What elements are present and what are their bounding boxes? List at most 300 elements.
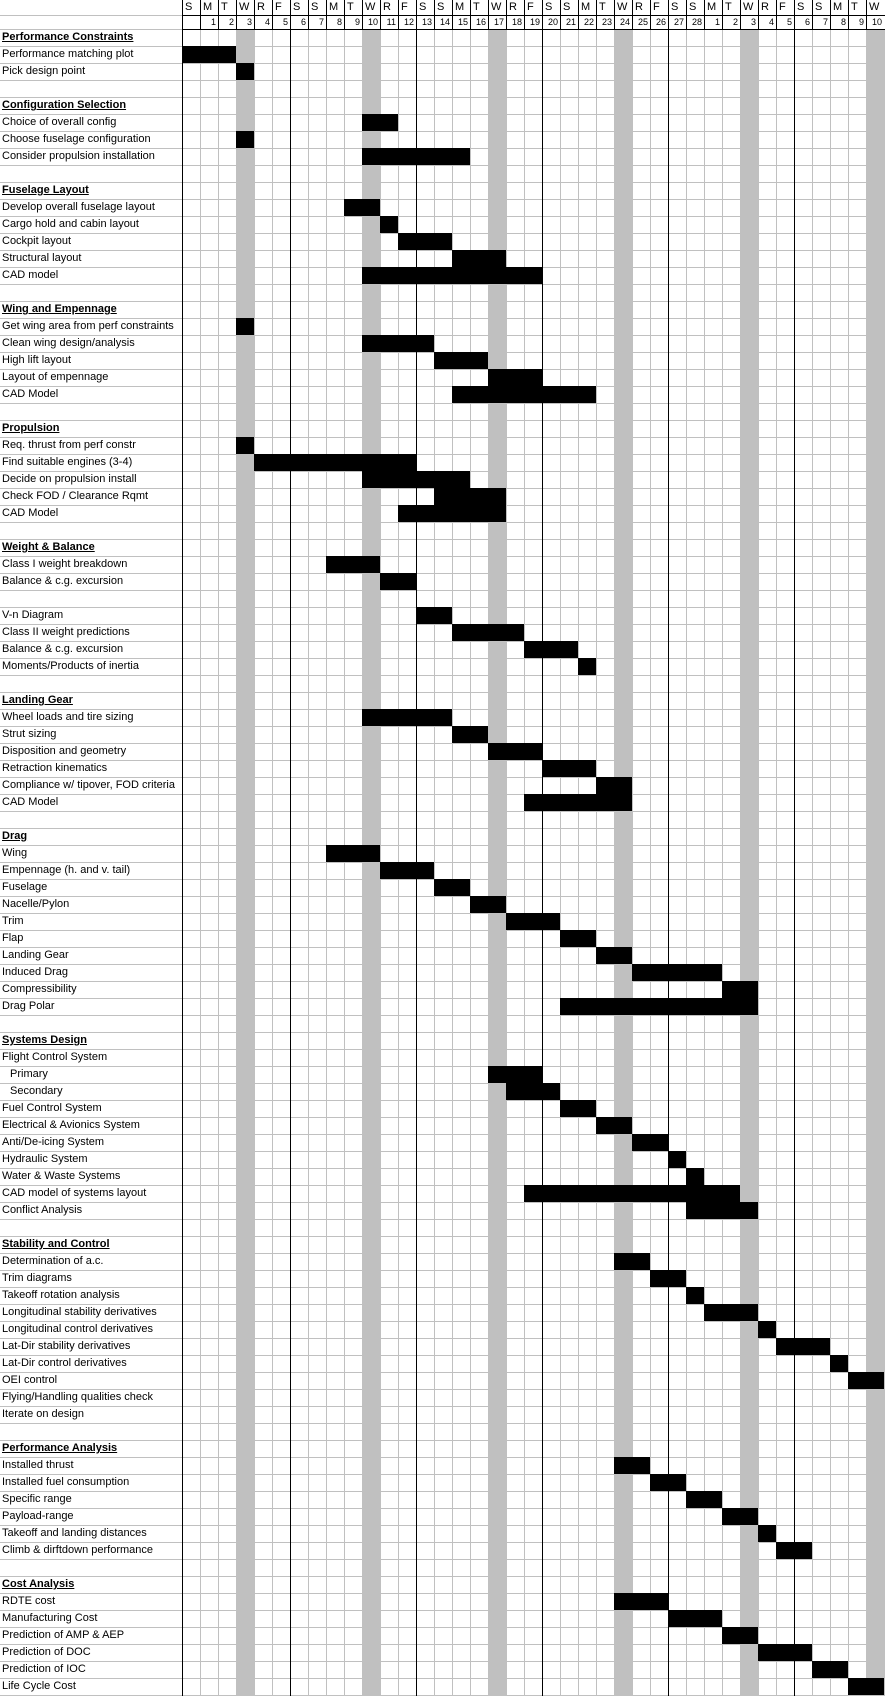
grid-column-line xyxy=(758,30,759,1696)
task-bar xyxy=(686,1202,758,1219)
task-bar xyxy=(452,624,524,641)
task-label: Check FOD / Clearance Rqmt xyxy=(2,490,149,502)
day-letter: R xyxy=(254,0,272,15)
task-bar xyxy=(650,1474,686,1491)
grid-row-line xyxy=(182,947,885,948)
task-bar xyxy=(758,1321,776,1338)
grid-column-line xyxy=(704,30,705,1696)
grid-row-line xyxy=(182,301,885,302)
grid-row-line xyxy=(182,1015,885,1016)
grid-column-line xyxy=(272,30,273,1696)
grid-row-line xyxy=(182,709,885,710)
task-bar xyxy=(182,46,236,63)
task-label: Lat-Dir control derivatives xyxy=(2,1357,127,1369)
task-label: Compressibility xyxy=(2,983,77,995)
grid-column-line xyxy=(308,30,309,1696)
task-label: Empennage (h. and v. tail) xyxy=(2,864,131,876)
section-heading: Stability and Control xyxy=(2,1238,110,1250)
week-separator-line xyxy=(542,30,543,1696)
grid-row-line xyxy=(182,1219,885,1220)
task-label: Prediction of IOC xyxy=(2,1663,86,1675)
day-letter: W xyxy=(236,0,254,15)
day-date: 8 xyxy=(830,15,848,30)
grid-row-line xyxy=(182,1117,885,1118)
section-heading: Drag xyxy=(2,830,28,842)
task-bar xyxy=(560,930,596,947)
task-bar xyxy=(398,505,506,522)
task-bar xyxy=(362,267,542,284)
grid-row-line xyxy=(182,1423,885,1424)
day-date: 3 xyxy=(236,15,254,30)
grid-row-line xyxy=(182,1355,885,1356)
grid-row-line xyxy=(182,471,885,472)
blank-row xyxy=(2,522,180,539)
grid-row-line xyxy=(182,964,885,965)
task-bar xyxy=(326,556,380,573)
task-bar xyxy=(668,1610,722,1627)
task-label: Trim diagrams xyxy=(2,1272,72,1284)
section-heading: Wing and Empennage xyxy=(2,303,117,315)
task-bar xyxy=(722,1508,758,1525)
header-bottom-line xyxy=(182,29,885,30)
header-label-line xyxy=(0,15,182,16)
day-letter: M xyxy=(452,0,470,15)
day-letter: R xyxy=(758,0,776,15)
day-date: 27 xyxy=(668,15,686,30)
day-letter: M xyxy=(578,0,596,15)
grid-row-line xyxy=(182,590,885,591)
task-bar xyxy=(596,947,632,964)
section-heading: Propulsion xyxy=(2,422,60,434)
day-date: 12 xyxy=(398,15,416,30)
day-date: 15 xyxy=(452,15,470,30)
grid-row-line xyxy=(182,318,885,319)
day-letter: S xyxy=(812,0,830,15)
task-label: Pick design point xyxy=(2,65,86,77)
grid-row-line xyxy=(182,539,885,540)
section-heading: Performance Analysis xyxy=(2,1442,118,1454)
task-bar xyxy=(650,1270,686,1287)
task-bar xyxy=(380,862,434,879)
task-label: Cockpit layout xyxy=(2,235,72,247)
task-label: Disposition and geometry xyxy=(2,745,127,757)
task-label: Structural layout xyxy=(2,252,82,264)
task-label: Flying/Handling qualities check xyxy=(2,1391,154,1403)
grid-row-line xyxy=(182,896,885,897)
grid-row-line xyxy=(182,862,885,863)
grid-row-line xyxy=(182,335,885,336)
weekday-highlight-column xyxy=(614,30,632,1696)
task-bar xyxy=(686,1168,704,1185)
day-date: 10 xyxy=(362,15,380,30)
weekday-highlight-column xyxy=(236,30,254,1696)
day-letter: F xyxy=(524,0,542,15)
grid-row-line xyxy=(182,981,885,982)
grid-column-line xyxy=(596,30,597,1696)
task-bar xyxy=(722,981,758,998)
task-bar xyxy=(578,658,596,675)
section-heading: Weight & Balance xyxy=(2,541,95,553)
blank-row xyxy=(2,590,180,607)
section-heading: Configuration Selection xyxy=(2,99,127,111)
day-date: 18 xyxy=(506,15,524,30)
grid-row-line xyxy=(182,879,885,880)
grid-row-line xyxy=(182,80,885,81)
grid-row-line xyxy=(182,1287,885,1288)
blank-row xyxy=(2,1559,180,1576)
task-label: Wing xyxy=(2,847,28,859)
grid-column-line xyxy=(812,30,813,1696)
day-letter: T xyxy=(596,0,614,15)
task-bar xyxy=(236,63,254,80)
blank-row xyxy=(2,80,180,97)
grid-row-line xyxy=(182,1168,885,1169)
grid-row-line xyxy=(182,1627,885,1628)
section-heading: Cost Analysis xyxy=(2,1578,75,1590)
task-bar xyxy=(614,1457,650,1474)
day-date: 17 xyxy=(488,15,506,30)
grid-row-line xyxy=(182,1304,885,1305)
task-bar xyxy=(434,352,488,369)
grid-row-line xyxy=(182,1457,885,1458)
grid-column-line xyxy=(686,30,687,1696)
task-label: RDTE cost xyxy=(2,1595,56,1607)
header-divider xyxy=(182,15,885,16)
day-date: 1 xyxy=(704,15,722,30)
day-letter: T xyxy=(848,0,866,15)
day-letter: M xyxy=(326,0,344,15)
blank-row xyxy=(2,1423,180,1440)
task-label: Lat-Dir stability derivatives xyxy=(2,1340,131,1352)
task-label: Strut sizing xyxy=(2,728,57,740)
day-date: 9 xyxy=(344,15,362,30)
day-letter: S xyxy=(794,0,812,15)
day-date xyxy=(182,15,200,30)
day-date: 14 xyxy=(434,15,452,30)
task-label: Drag Polar xyxy=(2,1000,55,1012)
grid-row-line xyxy=(182,148,885,149)
day-letter: M xyxy=(704,0,722,15)
day-letter: F xyxy=(776,0,794,15)
day-letter: T xyxy=(470,0,488,15)
task-label: Retraction kinematics xyxy=(2,762,108,774)
task-bar xyxy=(524,794,632,811)
day-date: 6 xyxy=(290,15,308,30)
task-label: Longitudinal control derivatives xyxy=(2,1323,154,1335)
task-bar xyxy=(686,1287,704,1304)
grid-row-line xyxy=(182,1270,885,1271)
day-date: 7 xyxy=(812,15,830,30)
day-date: 5 xyxy=(776,15,794,30)
task-label: Flap xyxy=(2,932,24,944)
grid-column-line xyxy=(650,30,651,1696)
task-label: Anti/De-icing System xyxy=(2,1136,105,1148)
weekday-highlight-column xyxy=(740,30,758,1696)
task-bar xyxy=(686,1491,722,1508)
task-bar xyxy=(596,777,632,794)
task-label: Installed thrust xyxy=(2,1459,74,1471)
day-date: 22 xyxy=(578,15,596,30)
task-label: High lift layout xyxy=(2,354,72,366)
task-bar xyxy=(524,641,578,658)
day-date: 26 xyxy=(650,15,668,30)
grid-row-line xyxy=(182,522,885,523)
blank-row xyxy=(2,1219,180,1236)
grid-row-line xyxy=(182,46,885,47)
task-label: Prediction of AMP & AEP xyxy=(2,1629,125,1641)
grid-column-line xyxy=(560,30,561,1696)
grid-row-line xyxy=(182,573,885,574)
task-label: OEI control xyxy=(2,1374,58,1386)
task-label: Primary xyxy=(10,1068,48,1080)
task-label: Wheel loads and tire sizing xyxy=(2,711,134,723)
day-date: 1 xyxy=(200,15,218,30)
day-letter: R xyxy=(632,0,650,15)
blank-row xyxy=(2,1015,180,1032)
grid-row-line xyxy=(182,1593,885,1594)
day-letter: F xyxy=(398,0,416,15)
day-letter: S xyxy=(560,0,578,15)
day-letter: W xyxy=(488,0,506,15)
task-bar xyxy=(398,233,452,250)
task-bar xyxy=(380,573,416,590)
task-label: Takeoff rotation analysis xyxy=(2,1289,120,1301)
grid-row-line xyxy=(182,284,885,285)
task-label: Installed fuel consumption xyxy=(2,1476,130,1488)
task-label: Class I weight breakdown xyxy=(2,558,128,570)
grid-row-line xyxy=(182,1610,885,1611)
task-bar xyxy=(452,250,506,267)
week-separator-line xyxy=(668,30,669,1696)
weekday-highlight-column xyxy=(866,30,884,1696)
day-date: 11 xyxy=(380,15,398,30)
blank-row xyxy=(2,284,180,301)
day-letter: T xyxy=(722,0,740,15)
task-label: Electrical & Avionics System xyxy=(2,1119,140,1131)
task-label: Climb & dirftdown performance xyxy=(2,1544,154,1556)
grid-row-line xyxy=(182,658,885,659)
grid-row-line xyxy=(182,1100,885,1101)
task-label: CAD Model xyxy=(2,388,59,400)
day-date: 2 xyxy=(218,15,236,30)
grid-row-line xyxy=(182,165,885,166)
grid-column-line xyxy=(776,30,777,1696)
grid-row-line xyxy=(182,607,885,608)
task-label: Balance & c.g. excursion xyxy=(2,643,124,655)
day-letter: S xyxy=(290,0,308,15)
task-bar xyxy=(704,1304,758,1321)
day-date: 24 xyxy=(614,15,632,30)
task-label: Nacelle/Pylon xyxy=(2,898,70,910)
task-bar xyxy=(542,760,596,777)
task-label: Longitudinal stability derivatives xyxy=(2,1306,157,1318)
section-heading: Systems Design xyxy=(2,1034,87,1046)
grid-row-line xyxy=(182,420,885,421)
task-label: Trim xyxy=(2,915,24,927)
task-label: Determination of a.c. xyxy=(2,1255,104,1267)
grid-column-line xyxy=(326,30,327,1696)
grid-row-line xyxy=(182,930,885,931)
day-letter: S xyxy=(668,0,686,15)
task-label: Get wing area from perf constraints xyxy=(2,320,174,332)
grid-row-line xyxy=(182,1389,885,1390)
blank-row xyxy=(2,165,180,182)
grid-row-line xyxy=(182,1253,885,1254)
task-bar xyxy=(254,454,416,471)
day-letter: W xyxy=(866,0,884,15)
grid-row-line xyxy=(182,250,885,251)
task-bar xyxy=(434,488,506,505)
grid-column-line xyxy=(848,30,849,1696)
blank-row xyxy=(2,403,180,420)
grid-row-line xyxy=(182,182,885,183)
task-bar xyxy=(236,318,254,335)
grid-row-line xyxy=(182,97,885,98)
task-bar xyxy=(434,879,470,896)
grid-row-line xyxy=(182,1491,885,1492)
task-bar xyxy=(632,964,722,981)
task-label: Balance & c.g. excursion xyxy=(2,575,124,587)
day-letter: S xyxy=(686,0,704,15)
grid-row-line xyxy=(182,505,885,506)
day-date: 13 xyxy=(416,15,434,30)
task-bar xyxy=(812,1661,848,1678)
grid-column-line xyxy=(632,30,633,1696)
task-bar xyxy=(236,437,254,454)
grid-row-line xyxy=(182,624,885,625)
day-letter: F xyxy=(650,0,668,15)
task-label: CAD model of systems layout xyxy=(2,1187,147,1199)
day-letter: W xyxy=(614,0,632,15)
grid-row-line xyxy=(182,1032,885,1033)
task-label: Compliance w/ tipover, FOD criteria xyxy=(2,779,175,791)
task-label: Cargo hold and cabin layout xyxy=(2,218,139,230)
day-letter: S xyxy=(182,0,200,15)
task-label: Class II weight predictions xyxy=(2,626,130,638)
grid-row-line xyxy=(182,437,885,438)
task-label: Layout of empennage xyxy=(2,371,109,383)
grid-column-line xyxy=(218,30,219,1696)
task-bar xyxy=(524,1185,740,1202)
task-bar xyxy=(488,743,542,760)
section-heading: Landing Gear xyxy=(2,694,73,706)
grid-row-line xyxy=(182,760,885,761)
grid-row-line xyxy=(182,692,885,693)
week-separator-line xyxy=(794,30,795,1696)
task-bar xyxy=(830,1355,848,1372)
grid-column-line xyxy=(830,30,831,1696)
grid-row-line xyxy=(182,1559,885,1560)
task-label: Consider propulsion installation xyxy=(2,150,155,162)
blank-row xyxy=(2,675,180,692)
task-label: Hydraulic System xyxy=(2,1153,88,1165)
day-date: 20 xyxy=(542,15,560,30)
day-letter: S xyxy=(434,0,452,15)
task-bar xyxy=(560,1100,596,1117)
task-label: Payload-range xyxy=(2,1510,74,1522)
task-bar xyxy=(362,709,452,726)
task-bar xyxy=(470,896,506,913)
grid-row-line xyxy=(182,131,885,132)
task-bar xyxy=(452,726,488,743)
task-bar xyxy=(326,845,380,862)
task-label: Req. thrust from perf constr xyxy=(2,439,136,451)
day-date: 28 xyxy=(686,15,704,30)
grid-row-line xyxy=(182,556,885,557)
task-label: Takeoff and landing distances xyxy=(2,1527,147,1539)
day-letter: S xyxy=(308,0,326,15)
day-date: 16 xyxy=(470,15,488,30)
task-bar xyxy=(488,1066,542,1083)
day-letter: F xyxy=(272,0,290,15)
task-label: Choice of overall config xyxy=(2,116,117,128)
task-label: CAD Model xyxy=(2,796,59,808)
task-label: Decide on propulsion install xyxy=(2,473,137,485)
task-label: Secondary xyxy=(10,1085,63,1097)
grid-row-line xyxy=(182,352,885,353)
day-date: 4 xyxy=(758,15,776,30)
task-bar xyxy=(848,1678,884,1695)
task-label: Clean wing design/analysis xyxy=(2,337,135,349)
task-label: Choose fuselage configuration xyxy=(2,133,151,145)
grid-row-line xyxy=(182,1440,885,1441)
grid-column-line xyxy=(344,30,345,1696)
task-label: CAD Model xyxy=(2,507,59,519)
task-bar xyxy=(380,216,398,233)
grid-row-line xyxy=(182,777,885,778)
task-bar xyxy=(362,335,434,352)
day-letter: M xyxy=(200,0,218,15)
grid-column-line xyxy=(236,30,237,1696)
grid-row-line xyxy=(182,1321,885,1322)
task-bar xyxy=(614,1253,650,1270)
day-date: 9 xyxy=(848,15,866,30)
task-bar xyxy=(776,1542,812,1559)
task-label: Fuselage xyxy=(2,881,48,893)
day-letter: M xyxy=(830,0,848,15)
task-label: Moments/Products of inertia xyxy=(2,660,139,672)
task-bar xyxy=(506,913,560,930)
day-date: 3 xyxy=(740,15,758,30)
day-letter: S xyxy=(416,0,434,15)
grid-row-line xyxy=(182,1372,885,1373)
day-date: 4 xyxy=(254,15,272,30)
grid-row-line xyxy=(182,1134,885,1135)
grid-row-line xyxy=(182,233,885,234)
grid-row-line xyxy=(182,1151,885,1152)
task-bar xyxy=(596,1117,632,1134)
day-letter: W xyxy=(740,0,758,15)
section-heading: Performance Constraints xyxy=(2,31,134,43)
task-label: Life Cycle Cost xyxy=(2,1680,76,1692)
task-label: CAD model xyxy=(2,269,59,281)
task-label: Landing Gear xyxy=(2,949,69,961)
task-label: Develop overall fuselage layout xyxy=(2,201,155,213)
task-label: Fuel Control System xyxy=(2,1102,102,1114)
day-date: 10 xyxy=(866,15,884,30)
grid-row-line xyxy=(182,488,885,489)
task-label: Induced Drag xyxy=(2,966,69,978)
grid-row-line xyxy=(182,1049,885,1050)
day-letter: R xyxy=(506,0,524,15)
day-letter: S xyxy=(542,0,560,15)
grid-column-line xyxy=(614,30,615,1696)
day-date: 5 xyxy=(272,15,290,30)
task-label: Manufacturing Cost xyxy=(2,1612,98,1624)
section-heading: Fuselage Layout xyxy=(2,184,89,196)
grid-row-line xyxy=(182,216,885,217)
task-bar xyxy=(560,998,758,1015)
